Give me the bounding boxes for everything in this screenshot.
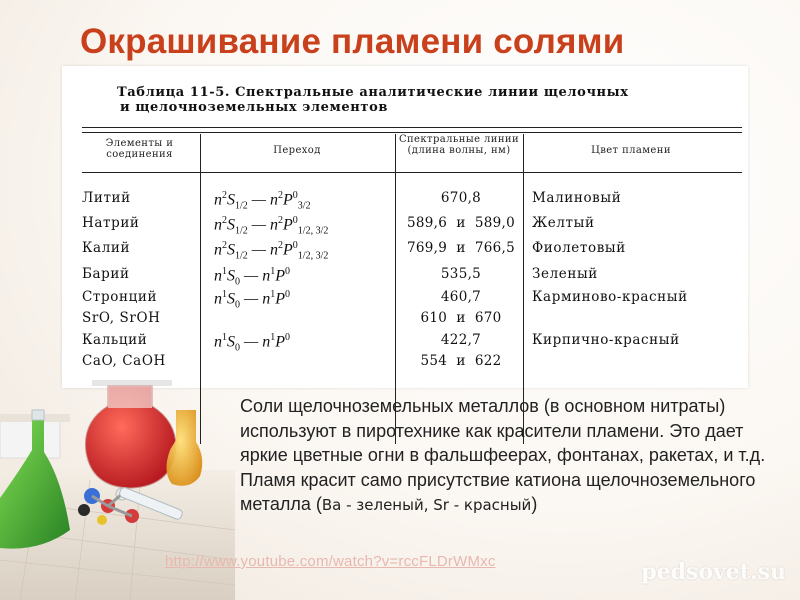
header-transition: Переход — [273, 145, 321, 156]
upper-term: P — [283, 191, 293, 209]
upper-parity: 0 — [292, 215, 298, 226]
flame-color-value: Зеленый — [532, 266, 598, 282]
table-image — [62, 66, 748, 388]
flame-color-value: Малиновый — [532, 190, 622, 206]
lower-j: 1/2 — [235, 200, 248, 212]
transition-formula: $n^1S_0$ — $n^1P^0$ — [214, 266, 291, 288]
table-row — [62, 215, 748, 237]
caption-line-2: и щелочноземельных элементов — [120, 100, 388, 115]
table-row — [62, 332, 748, 354]
wavelength-value: 460,7 — [440, 289, 482, 305]
upper-multiplicity: 1 — [270, 332, 276, 343]
upper-multiplicity: 1 — [270, 289, 276, 300]
lower-j: 1/2 — [235, 250, 248, 262]
wavelength-value: 589,6 и 589,0 — [407, 215, 515, 231]
flame-color-value: Карминово-красный — [532, 289, 688, 305]
description-end: ) — [531, 494, 538, 515]
wavelength-value: 610 и 670 — [420, 310, 502, 326]
transition-formula: $n^2S_{1/2}$ — $n^2P^0_{3/2}$ — [214, 190, 311, 212]
lower-multiplicity: 2 — [222, 215, 227, 226]
table-top-rule — [82, 127, 742, 128]
lower-multiplicity: 1 — [222, 266, 227, 277]
upper-j: 1/2, 3/2 — [297, 225, 329, 237]
upper-multiplicity: 2 — [278, 215, 284, 226]
element-name: SrO, SrOH — [82, 310, 161, 326]
header-bottom-rule — [82, 172, 742, 173]
table-row — [62, 289, 748, 311]
description-main: Соли щелочноземельных металлов (в основном нитраты) используют в пиротехнике как красители пламени. Это дает яркие цветные огни в фальшфеерах, фонтанах, ракетах, и т.д. Пламя красит само присутствие катиона щелочноземельного металла ( — [240, 396, 766, 515]
slide-title: Окрашивание пламени солями — [80, 22, 625, 61]
upper-parity: 0 — [285, 332, 291, 343]
table-row — [62, 190, 748, 212]
upper-term: P — [275, 333, 286, 351]
wavelength-value: 422,7 — [440, 332, 482, 348]
header-wavelength: Спектральные линии (длина волны, нм) — [398, 134, 520, 156]
video-link[interactable]: http://www.youtube.com/watch?v=rccFLDrWMxc — [165, 553, 496, 570]
table-caption — [117, 85, 737, 115]
table-row — [62, 240, 748, 262]
lower-term: S — [227, 290, 235, 308]
element-name: Барий — [82, 266, 130, 282]
table-top-rule-2 — [82, 132, 742, 133]
lower-term: S — [227, 241, 235, 259]
transition-formula: $n^1S_0$ — $n^1P^0$ — [214, 332, 291, 354]
table-row — [62, 353, 748, 375]
upper-term: P — [275, 290, 286, 308]
upper-parity: 0 — [285, 289, 291, 300]
header-elements: Элементы и соединения — [105, 138, 174, 160]
transition-formula: $n^2S_{1/2}$ — $n^2P^0_{1/2, 3/2}$ — [214, 240, 329, 262]
element-name: Калий — [82, 240, 131, 256]
upper-term: P — [275, 267, 286, 285]
upper-parity: 0 — [292, 240, 298, 251]
flame-color-value: Фиолетовый — [532, 240, 626, 256]
upper-term: P — [283, 241, 293, 259]
lower-term: S — [227, 267, 235, 285]
description-note: Ba - зеленый, Sr - красный — [321, 496, 532, 515]
wavelength-value: 670,8 — [440, 190, 482, 206]
upper-parity: 0 — [292, 190, 298, 201]
element-name: Кальций — [82, 332, 148, 348]
table-row — [62, 266, 748, 288]
caption-line-1: Таблица 11-5. Спектральные аналитические линии щелочных — [117, 85, 629, 100]
upper-term: P — [283, 216, 293, 234]
upper-j: 3/2 — [297, 200, 311, 212]
lower-multiplicity: 1 — [222, 332, 227, 343]
lower-multiplicity: 2 — [222, 240, 227, 251]
upper-multiplicity: 2 — [278, 190, 284, 201]
lower-term: S — [227, 216, 235, 234]
lower-multiplicity: 2 — [222, 190, 227, 201]
element-name: CaO, CaOH — [82, 353, 166, 369]
description-text — [240, 394, 780, 518]
lower-j: 0 — [235, 342, 240, 354]
wavelength-value: 769,9 и 766,5 — [407, 240, 515, 256]
lower-j: 0 — [235, 299, 240, 311]
upper-parity: 0 — [285, 266, 291, 277]
wavelength-value: 535,5 — [440, 266, 482, 282]
table-row — [62, 310, 748, 332]
upper-multiplicity: 2 — [278, 240, 284, 251]
element-name: Литий — [82, 190, 131, 206]
lower-multiplicity: 1 — [222, 289, 227, 300]
lower-term: S — [227, 191, 235, 209]
lower-term: S — [227, 333, 235, 351]
lower-j: 0 — [235, 276, 240, 288]
wavelength-value: 554 и 622 — [420, 353, 502, 369]
watermark: pedsovet.su — [641, 559, 786, 585]
lower-j: 1/2 — [235, 225, 248, 237]
element-name: Стронций — [82, 289, 158, 305]
upper-multiplicity: 1 — [270, 266, 276, 277]
element-name: Натрий — [82, 215, 140, 231]
transition-formula: $n^2S_{1/2}$ — $n^2P^0_{1/2, 3/2}$ — [214, 215, 329, 237]
flame-color-value: Кирпично-красный — [532, 332, 680, 348]
header-flame-color: Цвет пламени — [591, 145, 671, 156]
transition-formula: $n^1S_0$ — $n^1P^0$ — [214, 289, 291, 311]
flame-color-value: Желтый — [532, 215, 595, 231]
upper-j: 1/2, 3/2 — [297, 250, 329, 262]
